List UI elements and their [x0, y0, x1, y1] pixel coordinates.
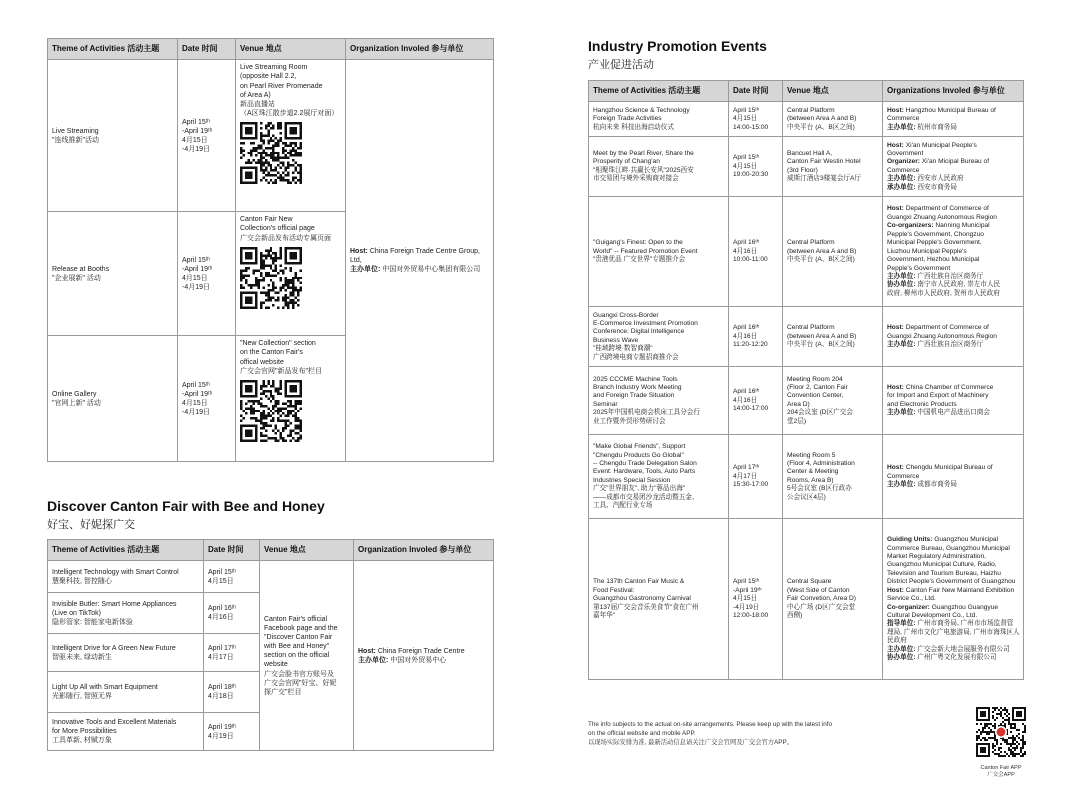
date-cell: April 17ᵗʰ 4月17日 15:30-17:00 [729, 435, 783, 519]
organization-name: Guangzhou Guangyue [931, 603, 999, 611]
organization-line [887, 384, 1019, 392]
organization-role-label: 协办单位: [887, 281, 916, 289]
date-cell: April 16ᵗʰ 4月16日 14:00-17:00 [729, 367, 783, 435]
table-row [589, 307, 1024, 367]
app-qr-caption: Canton Fair APP 广交会APP [980, 765, 1022, 779]
industry-section-title: Industry Promotion Events [588, 38, 767, 54]
organization-line [887, 175, 1019, 183]
organization-cell [883, 307, 1024, 367]
header-venue: Venue 地点 [260, 540, 354, 561]
organization-line [887, 561, 1019, 569]
venue-cell: Live Streaming Room (opposite Hall 2.2, on Pearl River Promenade of Area A) 新品直播站 （A区珠江散步道2.2展厅对面） [236, 60, 346, 212]
main-organizer-label: 主办单位: [350, 266, 381, 274]
organization-role-label: 主办单位: [887, 409, 916, 417]
organization-line [887, 239, 1019, 247]
venue-cell: Central Platform (between Area A and B) 中央平台 (A、B区之间) [783, 307, 883, 367]
organization-name: Commerce [887, 166, 920, 174]
table-row [589, 519, 1024, 680]
organization-name: 广交会新大地会展服务有限公司 [917, 645, 1010, 653]
organization-line [887, 248, 1019, 256]
organization-name: 西安市人民政府 [917, 175, 964, 183]
date-cell: April 17ᵗʰ 4月17日 [204, 634, 260, 672]
organization-name: Xi'an Municipal People's [905, 141, 977, 149]
header-date: Date 时间 [204, 540, 260, 561]
venue-cell: Central Platform (between Area A and B) 中央平台 (A、B区之间) [783, 102, 883, 137]
date-cell: April 15ᵗʰ 4月15日 14:00-15:00 [729, 102, 783, 137]
organization-cell [883, 435, 1024, 519]
organization-line [887, 553, 1019, 561]
table-header-row [48, 540, 494, 561]
date-cell: April 15ᵗʰ -April 19ᵗʰ 4月15日 -4月19日 [178, 212, 236, 336]
table-header-row [48, 39, 494, 60]
organization-name: Nanning Municipal [935, 222, 990, 230]
organization-line [887, 158, 1019, 166]
theme-cell: Innovative Tools and Excellent Materials for More Possibilities 工具革新, 材赋万象 [48, 713, 204, 751]
new-collection-activities-table [47, 38, 494, 462]
venue-cell: Central Square (West Side of Canton Fair Convetion, Area D) 中心广场 (D区广交会堂 西侧) [783, 519, 883, 680]
theme-cell: Live Streaming "连线推新"活动 [48, 60, 178, 212]
organization-name: 广州广粤文化发展有限公司 [917, 654, 997, 662]
theme-cell: Light Up All with Smart Equipment 光影随行, 智照无界 [48, 672, 204, 713]
table-row [589, 197, 1024, 307]
main-organizer-label: 主办单位: [358, 656, 389, 664]
organization-name: Market Regulatory Administration, [887, 552, 986, 560]
organization-name: 广州市商务局, 广州市市场监督管 [917, 620, 1014, 628]
organization-role-label: Host: [887, 586, 904, 594]
industry-section-subtitle: 产业促进活动 [588, 59, 654, 71]
qr-code-icon[interactable] [240, 122, 302, 184]
header-venue: Venue 地点 [783, 81, 883, 102]
organization-name: Commerce Bureau, Guangzhou Municipal [887, 544, 1010, 552]
organization-name: District People's Government of Guangzhou [887, 578, 1016, 586]
organization-name: Guangxi Zhuang Autonomous Region [887, 332, 997, 340]
organization-role-label: Co-organizer: [887, 603, 930, 611]
organization-name: Chengdu Municipal Bureau of [905, 464, 993, 472]
organization-line [887, 587, 1019, 595]
organization-line [887, 205, 1019, 213]
organization-name: 西安市商务局 [917, 183, 957, 191]
organization-line [887, 341, 1019, 349]
organization-role-label: 主办单位: [887, 175, 916, 183]
venue-cell: Canton Fair's official Facebook page and the "Discover Canton Fair with Bee and Honey" section on the official website 广交会脸书官方账号及 广交会官网"好宝、好妮 探广交"栏目 [260, 561, 354, 751]
theme-cell: Invisible Butler: Smart Home Appliances (Live on TikTok) 隐形管家: 智能家电新体验 [48, 593, 204, 634]
header-venue: Venue 地点 [236, 39, 346, 60]
organization-name: 杭州市商务局 [917, 123, 957, 131]
organization-cell [354, 561, 494, 751]
organization-name: Pepple's Government, Chongzuo [887, 230, 984, 238]
organization-role-label: Host: [887, 106, 904, 114]
organization-name: for Import and Export of Machinery [887, 392, 989, 400]
organization-name: Cultural Development Co., Ltd. [887, 612, 978, 620]
organization-line [887, 290, 1019, 298]
host-label: Host: [358, 647, 376, 655]
venue-cell: Meeting Room 204 (Floor 2, Canton Fair Convention Center, Area D) 204会议室 (D区广交会 堂2层) [783, 367, 883, 435]
organization-name: 广西壮族自治区商务厅 [917, 341, 984, 349]
date-cell: April 19ᵗʰ 4月19日 [204, 713, 260, 751]
organization-role-label: Guiding Units: [887, 536, 933, 544]
organization-line [887, 222, 1019, 230]
date-cell: April 18ᵗʰ 4月18日 [204, 672, 260, 713]
host-label: Host: [350, 248, 368, 256]
organization-name: Commerce [887, 472, 920, 480]
organization-name: Government, Hezhou Municipal [887, 256, 980, 264]
header-theme: Theme of Activities 活动主题 [48, 39, 178, 60]
organization-name: 广西壮族自治区商务厅 [917, 272, 984, 280]
header-theme: Theme of Activities 活动主题 [48, 540, 204, 561]
table-row [48, 561, 494, 593]
organization-line [887, 124, 1019, 132]
organization-cell [883, 519, 1024, 680]
header-date: Date 时间 [178, 39, 236, 60]
organization-line [887, 184, 1019, 192]
organization-role-label: 主办单位: [887, 341, 916, 349]
organization-name: 民政府 [887, 637, 907, 645]
organization-name: Department of Commerce of [905, 324, 989, 332]
organization-role-label: 主办单位: [887, 123, 916, 131]
organization-role-label: 指导单位: [887, 620, 916, 628]
theme-cell: Intelligent Drive for A Green New Future 智驱未来, 绿动新生 [48, 634, 204, 672]
date-cell: April 15ᵗʰ 4月15日 [204, 561, 260, 593]
organization-name: Service Co., Ltd. [887, 595, 936, 603]
organization-name: Guangzhou Municipal [934, 536, 999, 544]
date-cell: April 15ᵗʰ -April 19ᵗʰ 4月15日 -4月19日 12:00-18:00 [729, 519, 783, 680]
organization-line [887, 324, 1019, 332]
date-cell: April 16ᵗʰ 4月16日 11:20-12:20 [729, 307, 783, 367]
theme-cell: Release at Booths "企业展新" 活动 [48, 212, 178, 336]
host-name: China Foreign Trade Centre Group, Ltd, [350, 248, 480, 265]
date-cell: April 15ᵗʰ 4月15日 19:00-20:30 [729, 137, 783, 197]
organization-cell [883, 367, 1024, 435]
organization-line [887, 107, 1019, 115]
theme-cell: "Guigang's Finest: Open to the World" -- Featured Promotion Event "贵港优品 广交世界"专题推介会 [589, 197, 729, 307]
organization-line [887, 256, 1019, 264]
qr-code-icon[interactable] [240, 247, 302, 309]
organization-line [887, 578, 1019, 586]
organization-line [887, 265, 1019, 273]
organization-role-label: 主办单位: [887, 481, 916, 489]
organization-line [887, 646, 1019, 654]
main-organizer-name: 中国对外贸易中心 [390, 656, 447, 664]
header-organization: Organization Involed 参与单位 [354, 540, 494, 561]
date-cell: April 15ᵗʰ -April 19ᵗʰ 4月15日 -4月19日 [178, 336, 236, 462]
qr-code-icon[interactable] [240, 380, 302, 442]
theme-cell: The 137th Canton Fair Music & Food Festival: Guangzhou Gastronomy Carnival 第137届广交会音乐美食节"食在广州 嘉年华" [589, 519, 729, 680]
organization-name: Liuzhou Municipal Pepple's [887, 247, 967, 255]
organization-name: Guangxi Zhuang Autonomous Region [887, 213, 997, 221]
organization-line [887, 115, 1019, 123]
organization-line [887, 620, 1019, 628]
discover-section-subtitle: 好宝、好妮探广交 [47, 519, 135, 531]
theme-cell: Guangxi Cross-Border E-Commerce Investment Promotion Conference: Digital Intelligence Business Wave "桂域跨境·数智商潮" 广西跨境电商专题招商推介会 [589, 307, 729, 367]
table-header-row [589, 81, 1024, 102]
organization-name: Hangzhou Municipal Bureau of [905, 106, 996, 114]
table-row [48, 60, 494, 212]
organization-line [887, 214, 1019, 222]
header-theme: Theme of Activities 活动主题 [589, 81, 729, 102]
theme-cell: Hangzhou Science & Technology Foreign Trade Activities 杭向未来 科技出海启动仪式 [589, 102, 729, 137]
organization-name: Municipal Pepple's Government, [887, 239, 982, 247]
industry-promotion-table [588, 80, 1024, 680]
organization-cell [346, 60, 494, 462]
footer-disclaimer: The info subjects to the actual on-site arrangements. Please keep up with the latest info on the official website and mobile APP. 以现场实际安排为准, 最新活动信息请关注广交会官网及广交会官方APP。 [588, 721, 832, 747]
venue-cell: "New Collection" section on the Canton Fair's offical website 广交会官网"新品发布"栏目 [236, 336, 346, 462]
venue-cell: Bancuet Hall A, Canton Fair Westin Hotel (3rd Floor) 威斯汀酒店3楼宴会厅A厅 [783, 137, 883, 197]
theme-cell: Online Gallery "官网上新" 活动 [48, 336, 178, 462]
organization-cell [883, 137, 1024, 197]
discover-activities-table [47, 539, 494, 751]
organization-line [887, 150, 1019, 158]
organization-name: and Electronic Products [887, 400, 957, 408]
organization-name: 理局, 广州市文化广电旅游局, 广州市海珠区人 [887, 628, 1020, 636]
organization-cell [883, 102, 1024, 137]
header-date: Date 时间 [729, 81, 783, 102]
organization-line [887, 464, 1019, 472]
organization-line [887, 409, 1019, 417]
venue-cell: Meeting Room 5 (Floor 4, Administration Center & Meeting Rooms, Area B) 5号会议室 (B区行政办 公会议区4层) [783, 435, 883, 519]
discover-section-title: Discover Canton Fair with Bee and Honey [47, 498, 325, 514]
header-organization: Organizations Involed 参与单位 [883, 81, 1024, 102]
organization-line [887, 654, 1019, 662]
organization-line [887, 595, 1019, 603]
theme-cell: 2025 CCCME Machine Tools Branch Industry Work Meeting and Foreign Trade Situation Seminar 2025年中国机电商会机床工具分会行 业工作暨外贸形势研讨会 [589, 367, 729, 435]
organization-line [887, 637, 1019, 645]
organization-line [887, 604, 1019, 612]
organization-line [887, 142, 1019, 150]
organization-name: Canton Fair New Mainland Exhibition [905, 586, 1015, 594]
organization-name: Government [887, 150, 924, 158]
organization-role-label: Host: [887, 384, 904, 392]
date-cell: April 16ᵗʰ 4月16日 [204, 593, 260, 634]
organization-line [887, 473, 1019, 481]
table-row [589, 137, 1024, 197]
theme-cell: Meet by the Pearl River, Share the Prosperity of Chang'an "相聚珠江畔·共赢长安风"2025西安 市交易团与境外采购商对接会 [589, 137, 729, 197]
table-row [589, 435, 1024, 519]
organization-name: China Chamber of Commerce [905, 384, 994, 392]
main-organizer-name: 中国对外贸易中心集团有限公司 [382, 266, 481, 274]
organization-role-label: 主办单位: [887, 645, 916, 653]
venue-cell: Central Platform (between Area A and B) 中央平台 (A、B区之间) [783, 197, 883, 307]
organization-line [887, 481, 1019, 489]
header-organization: Organization Involed 参与单位 [346, 39, 494, 60]
organization-role-label: Host: [887, 141, 904, 149]
organization-role-label: 主办单位: [887, 272, 916, 280]
theme-cell: Intelligent Technology with Smart Control 慧聚科技, 智控随心 [48, 561, 204, 593]
organization-name: 成都市商务局 [917, 481, 957, 489]
date-cell: April 15ᵗʰ -April 19ᵗʰ 4月15日 -4月19日 [178, 60, 236, 212]
organization-name: 南宁市人民政府, 崇左市人民 [917, 281, 1001, 289]
organization-name: Commerce [887, 115, 920, 123]
organization-role-label: 协办单位: [887, 654, 916, 662]
organization-line [887, 536, 1019, 544]
organization-cell [883, 197, 1024, 307]
organization-line [887, 333, 1019, 341]
organization-role-label: Organizer: [887, 158, 920, 166]
organization-role-label: Host: [887, 205, 904, 213]
organization-line [887, 281, 1019, 289]
organization-line [887, 231, 1019, 239]
organization-name: 中国机电产品进出口商会 [917, 409, 990, 417]
organization-name: Department of Commerce of [905, 205, 989, 213]
organization-name: Television and Tourism Bureau, Haizhu [887, 569, 1001, 577]
organization-name: Pepple's Government [887, 264, 951, 272]
app-qr-code-icon[interactable] [976, 707, 1026, 757]
organization-role-label: Co-organizers: [887, 222, 934, 230]
organization-line [887, 570, 1019, 578]
organization-name: Xi'an Micipal Bureau of [921, 158, 990, 166]
table-row [589, 367, 1024, 435]
organization-role-label: 承办单位: [887, 183, 916, 191]
theme-cell: "Make Global Friends", Support "Chengdu Products Go Global" -- Chengdu Trade Delegation Salon Event: Hardware, Tools, Auto Parts Industries Special Session 广交"世界朋友", 助力"蓉品出海" ——成都市交易团沙龙活动暨五金、 工具、汽配行业专场 [589, 435, 729, 519]
table-row [589, 102, 1024, 137]
organization-line [887, 392, 1019, 400]
venue-cell: Canton Fair New Collection's official page 广交会新品发布活动专属页面 [236, 212, 346, 336]
organization-name: 政府, 柳州市人民政府, 贺州市人民政府 [887, 289, 1000, 297]
date-cell: April 16ᵗʰ 4月16日 10:00-11:00 [729, 197, 783, 307]
organization-role-label: Host: [887, 324, 904, 332]
organization-role-label: Host: [887, 464, 904, 472]
organization-line [887, 545, 1019, 553]
organization-name: Guangzhou Municipal Culture, Radio, [887, 561, 997, 569]
host-name: China Foreign Trade Centre [377, 647, 465, 655]
